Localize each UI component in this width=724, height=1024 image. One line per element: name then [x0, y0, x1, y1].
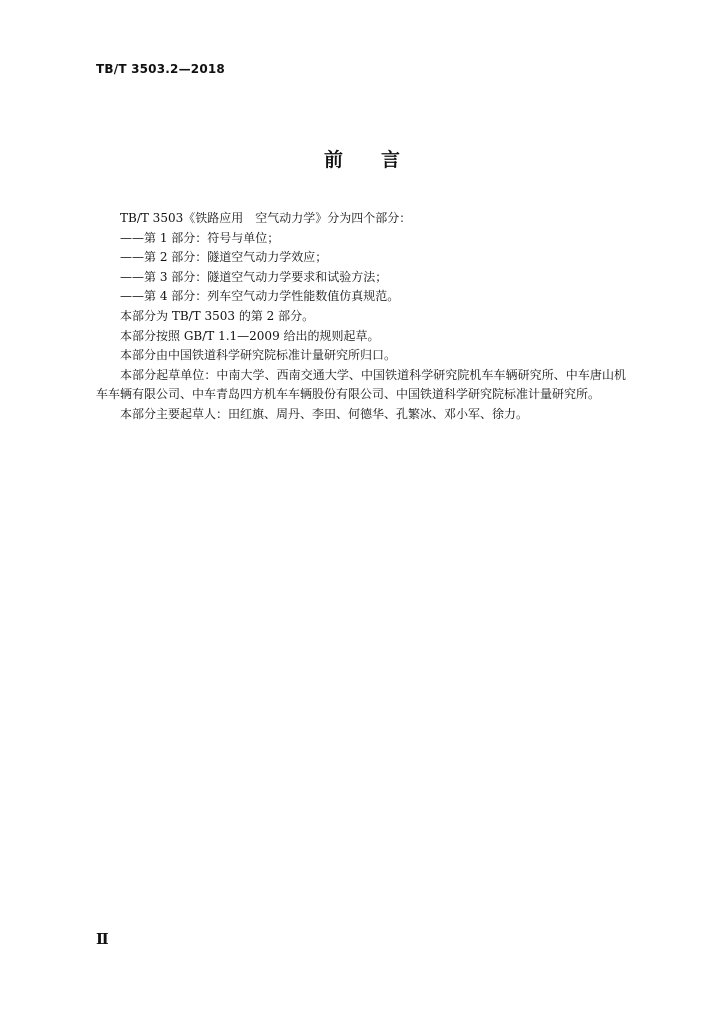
foreword-body [96, 209, 626, 425]
paragraph-this-part: 本部分为 TB/T 3503 的第 2 部分。 [120, 308, 315, 323]
paragraph-part-2: ——第 2 部分：隧道空气动力学效应； [120, 250, 328, 265]
paragraph-intro: TB/T 3503《铁路应用 空气动力学》分为四个部分： [120, 211, 412, 225]
paragraph-part-4: ——第 4 部分：列车空气动力学性能数值仿真规范。 [120, 289, 400, 304]
paragraph-drafting-rules: 本部分按照 GB/T 1.1—2009 给出的规则起草。 [120, 328, 380, 343]
paragraph-drafting-units: 本部分起草单位：中南大学、西南交通大学、中国铁道科学研究院机车车辆研究所、中车唐山机车车辆有限公司、中车青岛四方机车车辆股份有限公司、中国铁道科学研究院标准计量研究所。 [96, 367, 626, 402]
paragraph-responsible-org: 本部分由中国铁道科学研究院标准计量研究所归口。 [120, 348, 397, 363]
paragraph-drafters: 本部分主要起草人：田红旗、周丹、李田、何德华、孔繁冰、邓小军、徐力。 [120, 406, 529, 421]
page-title [0, 145, 724, 172]
title-char-2: 言 [381, 149, 401, 171]
page-number: Ⅱ [96, 930, 109, 948]
standard-code-header: TB/T 3503.2—2018 [96, 62, 225, 76]
paragraph-part-3: ——第 3 部分：隧道空气动力学要求和试验方法； [120, 269, 388, 284]
paragraph-part-1: ——第 1 部分：符号与单位； [120, 230, 280, 245]
title-char-1: 前 [323, 149, 343, 171]
